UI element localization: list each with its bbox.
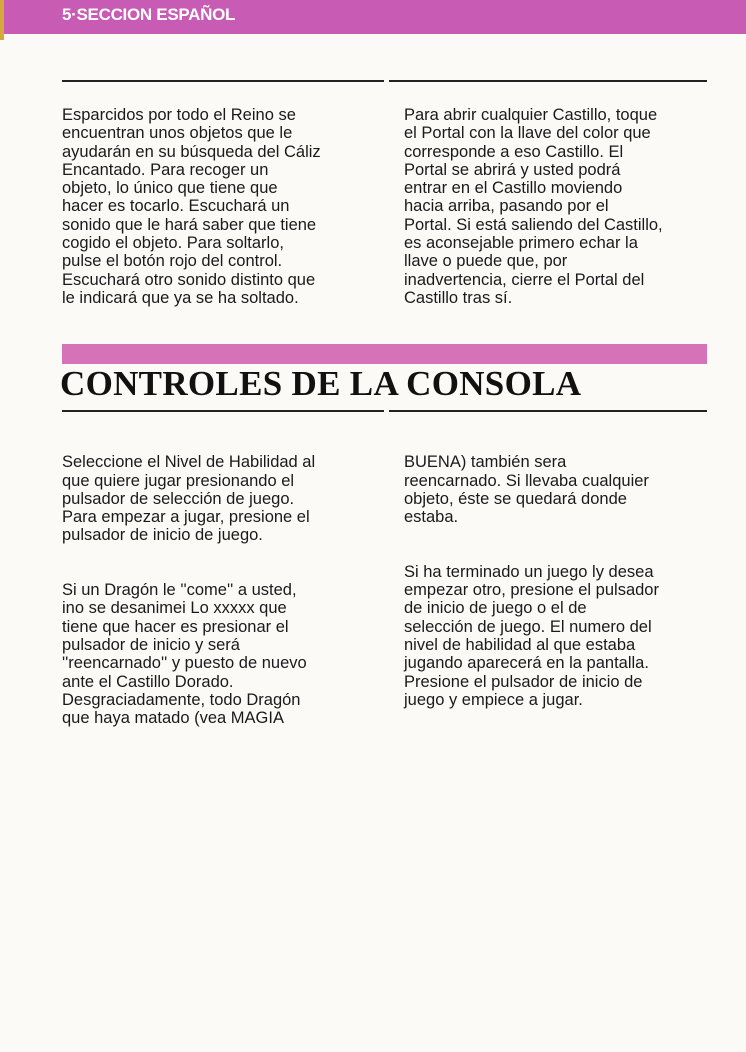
controls-right-column <box>404 435 714 709</box>
top-right-column: Para abrir cualquier Castillo, toque el Portal con la llave del color que corresponde a eso Castillo. El Portal se abrirá y usted podrá entrar en el Castillo moviendo hacia arriba, pasando por el Portal. Si está saliendo del Castillo, es aconsejable primero echar la llave o puede que, por inadvertencia, cierre el Portal del Castillo tras sí. <box>404 106 663 307</box>
controls-left-paragraph-2: Si un Dragón le ''come'' a usted, ino se desanimei Lo xxxxx que tiene que hacer es presionar el pulsador de inicio y será ''reencarnado'' y puesto de nuevo ante el Castillo Dorado. Desgraciadamente, todo Dragón que haya matado (vea MAGIA <box>62 581 307 728</box>
controls-left-paragraph-1: Seleccione el Nivel de Habilidad al que quiere jugar presionando el pulsador de selección de juego. Para empezar a jugar, presione el pulsador de inicio de juego. <box>62 453 316 545</box>
top-left-column: Esparcidos por todo el Reino se encuentran unos objetos que le ayudarán en su búsqueda del Cáliz Encantado. Para recoger un objeto, lo único que tiene que hacer es tocarlo. Escuchará un sonido que le hará saber que tiene cogido el objeto. Para soltarlo, pulse el botón rojo del control. Escuchará otro sonido distinto que le indicará que ya se ha soltado. <box>62 106 321 307</box>
page-edge-mark <box>0 0 4 40</box>
section-header-bar <box>0 0 746 34</box>
paragraph-gap <box>62 545 387 563</box>
paragraph-gap <box>404 526 714 544</box>
controls-left-column <box>62 435 387 727</box>
controls-right-paragraph-2: Si ha terminado un juego ly desea empezar otro, presione el pulsador de inicio de juego o el de selección de juego. El numero del nivel de habilidad al que estaba jugando aparecerá en la pantalla. Presione el pulsador de inicio de juego y empiece a jugar. <box>404 562 659 709</box>
section-divider-band <box>62 344 707 364</box>
section-title: CONTROLES DE LA CONSOLA <box>60 364 582 403</box>
controls-right-paragraph-1: BUENA) también sera reencarnado. Si llevaba cualquier objeto, éste se quedará donde estaba. <box>404 453 649 527</box>
top-rule-left <box>62 80 384 82</box>
title-rule-left <box>62 410 384 412</box>
title-rule-right <box>389 410 707 412</box>
top-rule-right <box>389 80 707 82</box>
section-label: 5·SECCION ESPAÑOL <box>62 5 236 24</box>
